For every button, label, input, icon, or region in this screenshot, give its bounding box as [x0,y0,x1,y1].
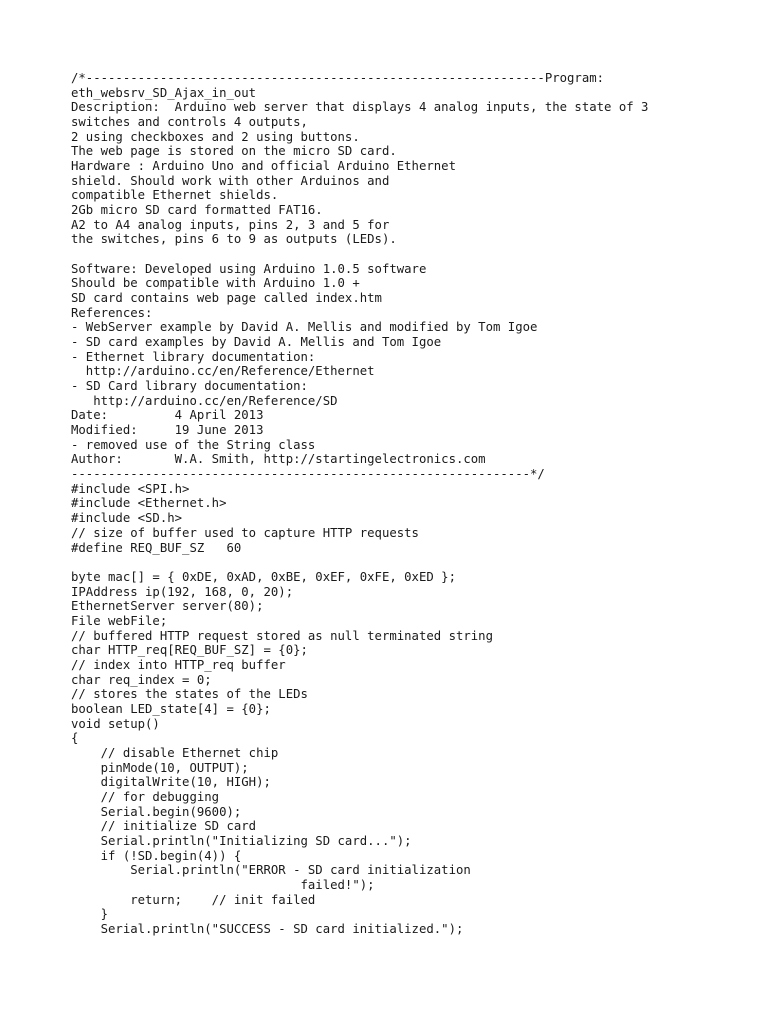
code-line: http://arduino.cc/en/Reference/SD [71,393,338,408]
code-line: 2 using checkboxes and 2 using buttons. [71,129,360,144]
code-line: switches and controls 4 outputs, [71,115,308,130]
code-line: Hardware : Arduino Uno and official Arduino Ethernet [71,159,456,174]
code-line: SD card contains web page called index.htm [71,291,382,306]
code-line: // disable Ethernet chip [71,745,279,760]
code-line: the switches, pins 6 to 9 as outputs (LEDs). [71,232,397,247]
code-line: A2 to A4 analog inputs, pins 2, 3 and 5 for [71,217,390,232]
code-line: The web page is stored on the micro SD card. [71,144,397,159]
code-line: - WebServer example by David A. Mellis and modified by Tom Igoe [71,320,538,335]
code-line: EthernetServer server(80); [71,599,264,614]
code-line: Serial.begin(9600); [71,804,242,819]
code-line: Serial.println("ERROR - SD card initialization [71,863,471,878]
code-line: shield. Should work with other Arduinos and [71,173,390,188]
code-line: Software: Developed using Arduino 1.0.5 software [71,261,427,276]
code-line: References: [71,305,153,320]
code-line: - removed use of the String class [71,437,316,452]
code-line: boolean LED_state[4] = {0}; [71,701,271,716]
code-line: #include <SD.h> [71,511,183,526]
code-line: // buffered HTTP request stored as null terminated string [71,628,493,643]
code-line: Serial.println("SUCCESS - SD card initialized."); [71,921,464,936]
code-line: Date: 4 April 2013 [71,408,264,423]
code-line: // size of buffer used to capture HTTP requests [71,525,419,540]
code-line: compatible Ethernet shields. [71,188,279,203]
code-line: // stores the states of the LEDs [71,687,308,702]
code-line [71,247,761,262]
code-line: File webFile; [71,613,168,628]
code-line: --------------------------------------------------------------*/ [71,467,545,482]
code-line: if (!SD.begin(4)) { [71,848,242,863]
code-line: Description: Arduino web server that displays 4 analog inputs, the state of 3 [71,100,649,115]
code-line: /*--------------------------------------------------------------Program: [71,71,605,85]
code-line: void setup() [71,716,160,731]
source-code-listing [71,71,761,937]
code-line: byte mac[] = { 0xDE, 0xAD, 0xBE, 0xEF, 0xFE, 0xED }; [71,569,456,584]
code-line: #define REQ_BUF_SZ 60 [71,540,242,555]
code-line: // for debugging [71,789,220,804]
code-line: char req_index = 0; [71,672,212,687]
code-line: } [71,907,109,922]
code-line: // initialize SD card [71,819,257,834]
code-line: http://arduino.cc/en/Reference/Ethernet [71,364,375,379]
code-line: 2Gb micro SD card formatted FAT16. [71,203,323,218]
code-line: Serial.println("Initializing SD card..."); [71,833,412,848]
code-line: failed!"); [71,877,375,892]
code-line: #include <Ethernet.h> [71,496,227,511]
code-line: IPAddress ip(192, 168, 0, 20); [71,584,294,599]
code-line: pinMode(10, OUTPUT); [71,760,249,775]
code-line: - SD Card library documentation: [71,379,308,394]
code-line: #include <SPI.h> [71,481,190,496]
code-line: digitalWrite(10, HIGH); [71,775,271,790]
code-line: eth_websrv_SD_Ajax_in_out [71,85,257,100]
code-line: - SD card examples by David A. Mellis and Tom Igoe [71,335,442,350]
code-line: Should be compatible with Arduino 1.0 + [71,276,360,291]
code-line: // index into HTTP_req buffer [71,657,286,672]
code-line: Author: W.A. Smith, http://startingelectronics.com [71,452,486,467]
code-line: - Ethernet library documentation: [71,349,316,364]
code-line: return; // init failed [71,892,316,907]
code-line: Modified: 19 June 2013 [71,423,264,438]
code-line: { [71,731,79,746]
code-line [71,555,761,570]
code-line: char HTTP_req[REQ_BUF_SZ] = {0}; [71,643,308,658]
